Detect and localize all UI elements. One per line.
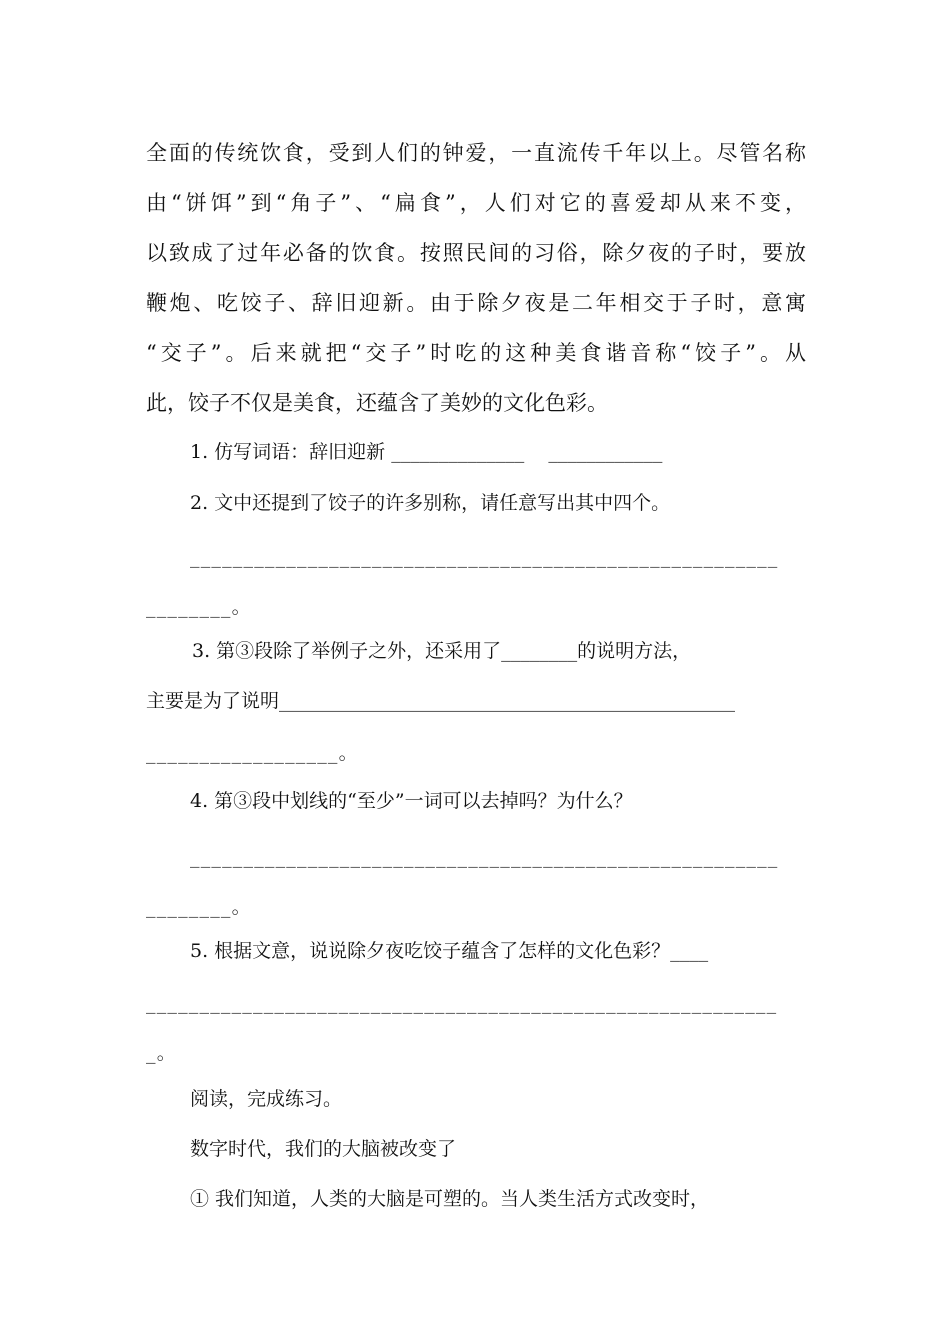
question-2-answer-blank: _______________________________________________________ — [190, 546, 779, 568]
article-paragraph-1-line-1: ① 我们知道，人类的大脑是可塑的。当人类生活方式改变时， — [190, 1188, 710, 1210]
passage-line-6: 此，饺子不仅是美食，还蕴含了美妙的文化色彩。 — [146, 391, 608, 415]
question-3-answer-blank-end: __________________。 — [146, 742, 359, 764]
question-2: 2. 文中还提到了饺子的许多别称，请任意写出其中四个。 — [190, 492, 671, 514]
question-1: 1. 仿写词语：辞旧迎新 ______________ ____________ — [190, 441, 663, 463]
reading-instruction: 阅读，完成练习。 — [190, 1088, 343, 1110]
passage-line-4: 鞭炮、吃饺子、辞旧迎新。由于除夕夜是二年相交于子时，意寓 — [146, 291, 806, 315]
question-2-answer-blank-end: ________。 — [146, 596, 252, 618]
question-5-line-1: 5. 根据文意，说说除夕夜吃饺子蕴含了怎样的文化色彩？____ — [190, 940, 709, 962]
question-5-answer-blank-end: _。 — [146, 1042, 177, 1064]
question-5-answer-blank: ___________________________________________________________ — [146, 992, 778, 1014]
article-title: 数字时代，我们的大脑被改变了 — [190, 1138, 457, 1160]
passage-line-3: 以致成了过年必备的饮食。按照民间的习俗，除夕夜的子时，要放 — [146, 241, 806, 265]
question-4-answer-blank: _______________________________________________________ — [190, 846, 779, 868]
passage-line-2: 由“饼饵”到“角子”、“扁食”，人们对它的喜爱却从来不变， — [146, 191, 806, 215]
question-3-line-1: 3. 第③段除了举例子之外，还采用了________的说明方法， — [192, 640, 692, 662]
question-4: 4. 第③段中划线的“至少”一词可以去掉吗？为什么？ — [190, 790, 633, 812]
passage-line-5: “交子”。后来就把“交子”时吃的这种美食谐音称“饺子”。从 — [146, 341, 806, 365]
question-4-answer-blank-end: ________。 — [146, 896, 252, 918]
question-3-line-2: 主要是为了说明________________________________________________ — [146, 690, 736, 712]
passage-line-1: 全面的传统饮食，受到人们的钟爱，一直流传千年以上。尽管名称 — [146, 141, 806, 165]
